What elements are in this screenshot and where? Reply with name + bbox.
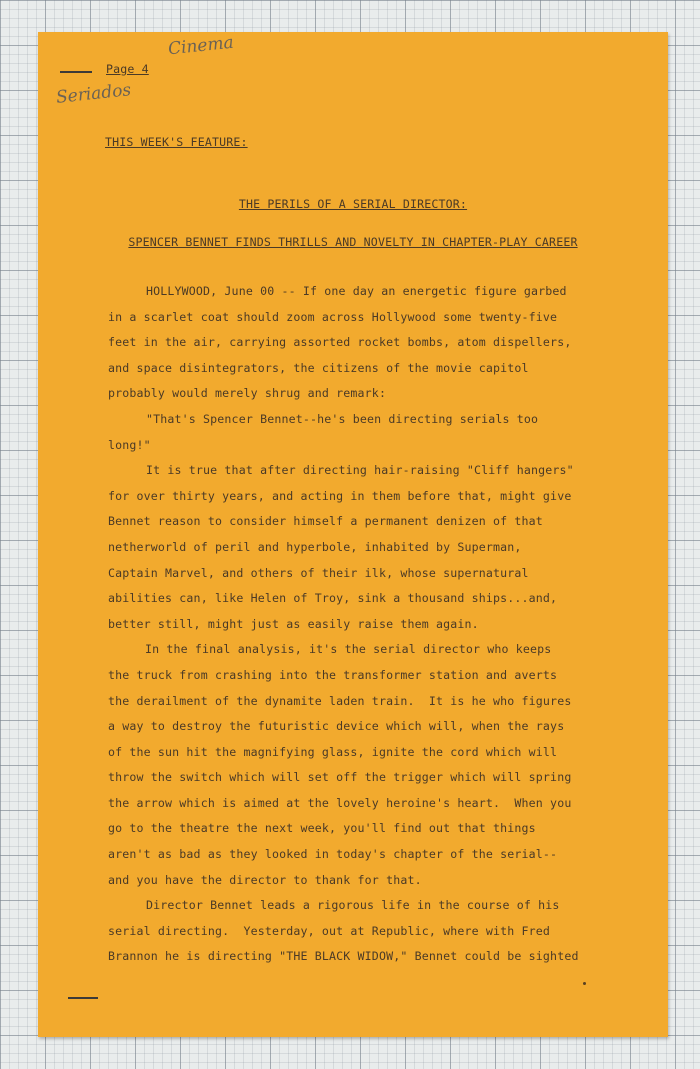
text-line: HOLLYWOOD, June 00 -- If one day an energetic figure garbed (146, 284, 567, 298)
text-line: In the final analysis, it's the serial director who keeps (145, 642, 552, 657)
pencil-mark-lower (68, 997, 98, 999)
text-line: feet in the air, carrying assorted rocket bombs, atom dispellers, (108, 335, 572, 350)
text-line: in a scarlet coat should zoom across Hollywood some twenty-five (108, 309, 558, 324)
text-line: the truck from crashing into the transformer station and averts (108, 667, 558, 682)
pencil-mark (60, 71, 92, 73)
page-number: Page 4 (106, 62, 149, 76)
text-line: the derailment of the dynamite laden train. It is he who figures (108, 693, 572, 708)
text-line: Brannon he is directing "THE BLACK WIDOW," Bennet could be sighted (108, 949, 579, 964)
feature-label: THIS WEEK'S FEATURE: (105, 135, 248, 149)
text-line: go to the theatre the next week, you'll find out that things (108, 821, 536, 836)
text-line: for over thirty years, and acting in them before that, might give (108, 488, 572, 503)
text-line: It is true that after directing hair-raising "Cliff hangers" (146, 463, 574, 478)
text-line: serial directing. Yesterday, out at Republic, where with Fred (108, 923, 551, 938)
ink-speck (583, 982, 586, 985)
text-line: of the sun hit the magnifying glass, ignite the cord which will (108, 744, 558, 759)
text-line: probably would merely shrug and remark: (108, 386, 387, 401)
handwritten-note-seriados: Seriados (55, 80, 133, 108)
text-line: a way to destroy the futuristic device which will, when the rays (108, 719, 565, 734)
text-line: Bennet reason to consider himself a permanent denizen of that (108, 514, 543, 529)
document-sheet (38, 32, 668, 1037)
article-body (108, 279, 628, 970)
text-line: better still, might just as easily raise them again. (108, 616, 479, 631)
text-line: Director Bennet leads a rigorous life in the course of his (146, 898, 560, 913)
text-line: netherworld of peril and hyperbole, inhabited by Superman, (108, 539, 522, 554)
text-line: abilities can, like Helen of Troy, sink a thousand ships...and, (108, 591, 558, 606)
text-line: and space disintegrators, the citizens of the movie capitol (108, 360, 529, 375)
handwritten-note-cinema: Cinema (167, 32, 235, 60)
text-line: Captain Marvel, and others of their ilk, whose supernatural (108, 565, 529, 580)
text-line: throw the switch which will set off the trigger which will spring (108, 770, 572, 785)
headline-title: THE PERILS OF A SERIAL DIRECTOR: (238, 197, 468, 211)
text-line: aren't as bad as they looked in today's chapter of the serial-- (108, 847, 558, 862)
headline-subtitle: SPENCER BENNET FINDS THRILLS AND NOVELTY IN CHAPTER-PLAY CAREER (128, 235, 578, 249)
text-line: "That's Spencer Bennet--he's been directing serials too (146, 411, 539, 426)
text-line: long!" (108, 437, 151, 452)
text-line: the arrow which is aimed at the lovely heroine's heart. When you (108, 795, 572, 810)
text-line: and you have the director to thank for that. (108, 872, 422, 887)
